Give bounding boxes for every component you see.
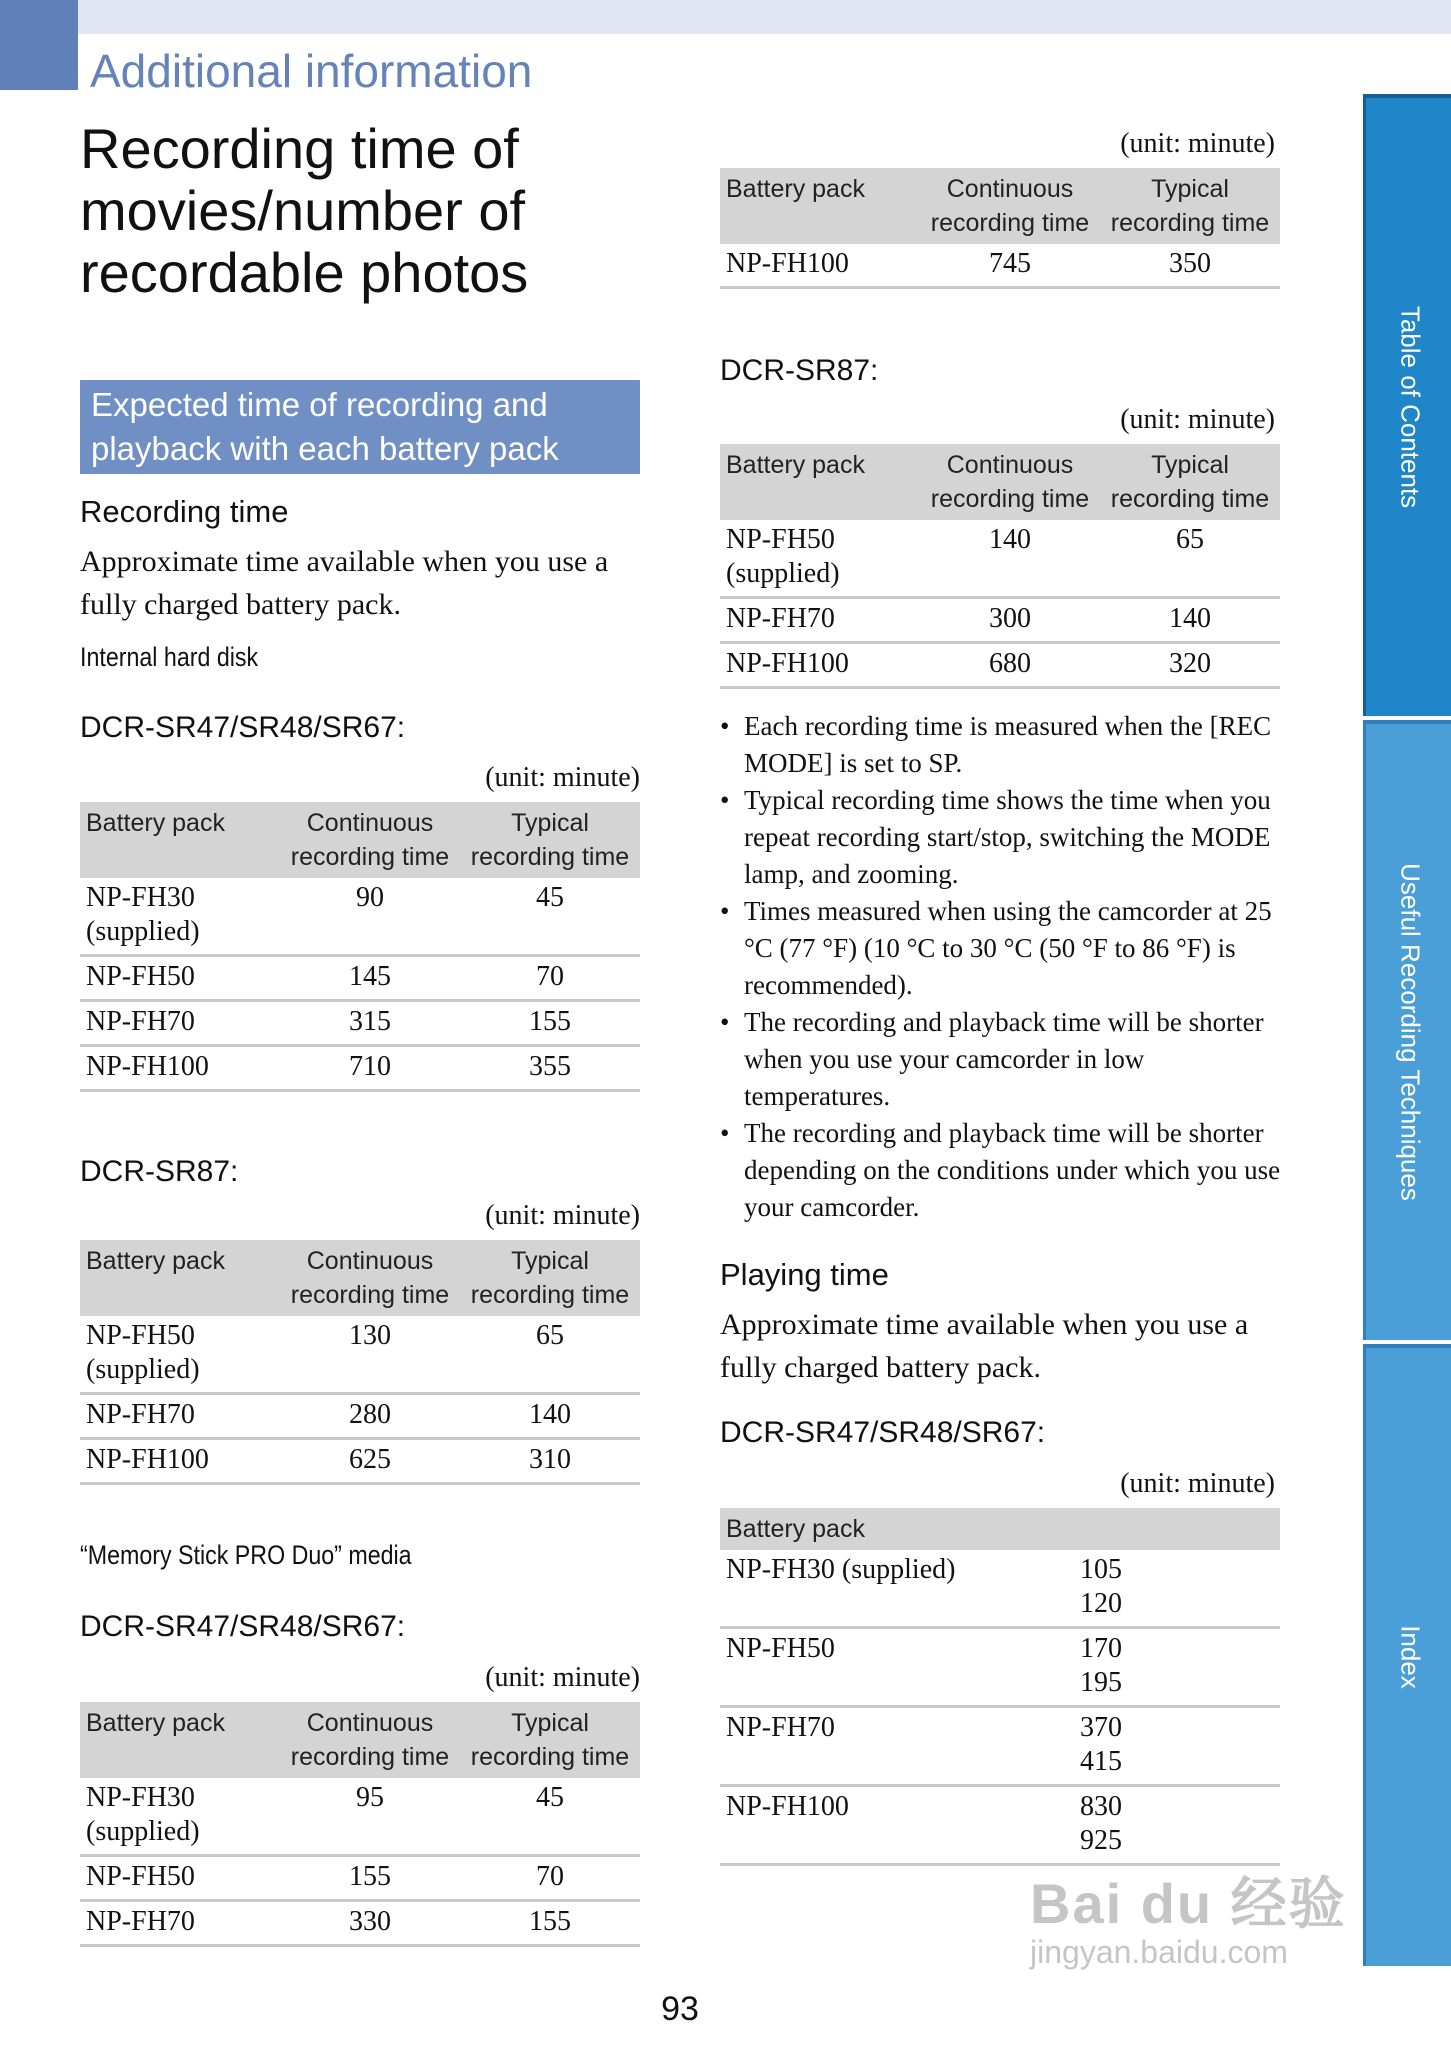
- top-bar: [0, 0, 1451, 34]
- table-row: NP-FH100 830 925: [720, 1786, 1280, 1865]
- table-row: NP-FH70 300 140: [720, 598, 1280, 643]
- table-row: NP-FH70 315 155: [80, 1001, 640, 1046]
- media-memory-stick-label: “Memory Stick PRO Duo” media: [80, 1540, 412, 1570]
- table-row: NP-FH70 280 140: [80, 1394, 640, 1439]
- table-row: NP-FH50 (supplied) 130 65: [80, 1316, 640, 1394]
- col-battery-pack: Battery pack: [720, 168, 920, 244]
- recording-table-hdd-sr47: [80, 802, 640, 1092]
- table-row: NP-FH30 (supplied) 95 45: [80, 1778, 640, 1856]
- recording-description: Approximate time available when you use a fully charged battery pack.: [80, 545, 609, 621]
- col-continuous: Continuous recording time: [920, 168, 1100, 244]
- table-row: NP-FH100 625 310: [80, 1439, 640, 1484]
- page-number: 93: [661, 1990, 699, 2028]
- recording-time-heading: Recording time: [80, 494, 289, 529]
- model-heading: DCR-SR47/SR48/SR67:: [80, 711, 406, 744]
- col-battery-pack: Battery pack: [720, 444, 920, 520]
- model-heading: DCR-SR47/SR48/SR67:: [720, 1416, 1046, 1449]
- col-continuous: Continuous recording time: [280, 1702, 460, 1778]
- recording-table-ms-sr87: [720, 444, 1280, 689]
- table-row: NP-FH100 710 355: [80, 1046, 640, 1091]
- unit-label: (unit: minute): [1120, 1468, 1275, 1499]
- unit-label: (unit: minute): [485, 1662, 640, 1693]
- col-battery-pack: Battery pack: [80, 1702, 280, 1778]
- col-battery-pack: Battery pack: [80, 802, 280, 878]
- page-title: Recording time of movies/number of recordable photos: [80, 117, 529, 304]
- col-typical: Typical recording time: [460, 802, 640, 878]
- table-row: NP-FH50 (supplied) 140 65: [720, 520, 1280, 598]
- col-battery-pack: Battery pack: [80, 1240, 280, 1316]
- col-typical: Typical recording time: [460, 1240, 640, 1316]
- col-typical: Typical recording time: [1100, 168, 1280, 244]
- unit-label: (unit: minute): [1120, 404, 1275, 435]
- recording-table-ms-sr47: [80, 1702, 640, 1947]
- table-row: NP-FH30 (supplied) 105 120: [720, 1550, 1280, 1628]
- tab-useful-recording-techniques[interactable]: Useful Recording Techniques: [1363, 720, 1451, 1340]
- col-typical: Typical recording time: [460, 1702, 640, 1778]
- table-row: NP-FH50 170 195: [720, 1628, 1280, 1707]
- media-hard-disk-label: Internal hard disk: [80, 642, 259, 672]
- col-continuous: Continuous recording time: [920, 444, 1100, 520]
- playing-time-heading: Playing time: [720, 1257, 889, 1292]
- table-row: NP-FH100 745 350: [720, 244, 1280, 288]
- model-heading: DCR-SR87:: [720, 354, 879, 387]
- note-item: • Times measured when using the camcorder at 25 °C (77 °F) (10 °C to 30 °C (50 °F to 86 °F) is recommended).: [720, 896, 1272, 1000]
- subsection-band: Expected time of recording and playback with each battery pack: [80, 380, 640, 474]
- recording-table-hdd-sr87: [80, 1240, 640, 1485]
- col-continuous: Continuous recording time: [280, 1240, 460, 1316]
- note-item: • Each recording time is measured when the [REC MODE] is set to SP.: [720, 711, 1272, 778]
- header-accent-block: [0, 0, 78, 90]
- unit-label: (unit: minute): [485, 762, 640, 793]
- table-row: NP-FH50 155 70: [80, 1856, 640, 1901]
- tab-table-of-contents[interactable]: Table of Contents: [1363, 94, 1451, 716]
- recording-table-ms-sr47-continued: [720, 168, 1280, 289]
- note-item: • The recording and playback time will be shorter depending on the conditions under which you use your camcorder.: [720, 1118, 1281, 1222]
- table-row: NP-FH70 370 415: [720, 1707, 1280, 1786]
- col-typical: Typical recording time: [1100, 444, 1280, 520]
- playing-description: Approximate time available when you use a fully charged battery pack.: [720, 1308, 1249, 1384]
- model-heading: DCR-SR87:: [80, 1155, 239, 1188]
- table-row: NP-FH70 330 155: [80, 1901, 640, 1946]
- col-continuous: Continuous recording time: [280, 802, 460, 878]
- playing-table-sr47: [720, 1508, 1280, 1866]
- watermark: Bai du 经验 jingyan.baidu.com: [1030, 1872, 1347, 1970]
- col-battery-pack: Battery pack: [720, 1508, 1280, 1550]
- note-item: • Typical recording time shows the time when you repeat recording start/stop, switching the MODE lamp, and zooming.: [720, 785, 1271, 889]
- tab-index[interactable]: Index: [1363, 1344, 1451, 1966]
- section-title: Additional information: [90, 45, 533, 97]
- unit-label: (unit: minute): [1120, 128, 1275, 159]
- unit-label: (unit: minute): [485, 1200, 640, 1231]
- table-row: NP-FH100 680 320: [720, 643, 1280, 688]
- table-row: NP-FH30 (supplied) 90 45: [80, 878, 640, 956]
- model-heading: DCR-SR47/SR48/SR67:: [80, 1610, 406, 1643]
- table-row: NP-FH50 145 70: [80, 956, 640, 1001]
- notes-list: [720, 708, 1288, 1226]
- note-item: • The recording and playback time will be shorter when you use your camcorder in low temperatures.: [720, 1007, 1264, 1111]
